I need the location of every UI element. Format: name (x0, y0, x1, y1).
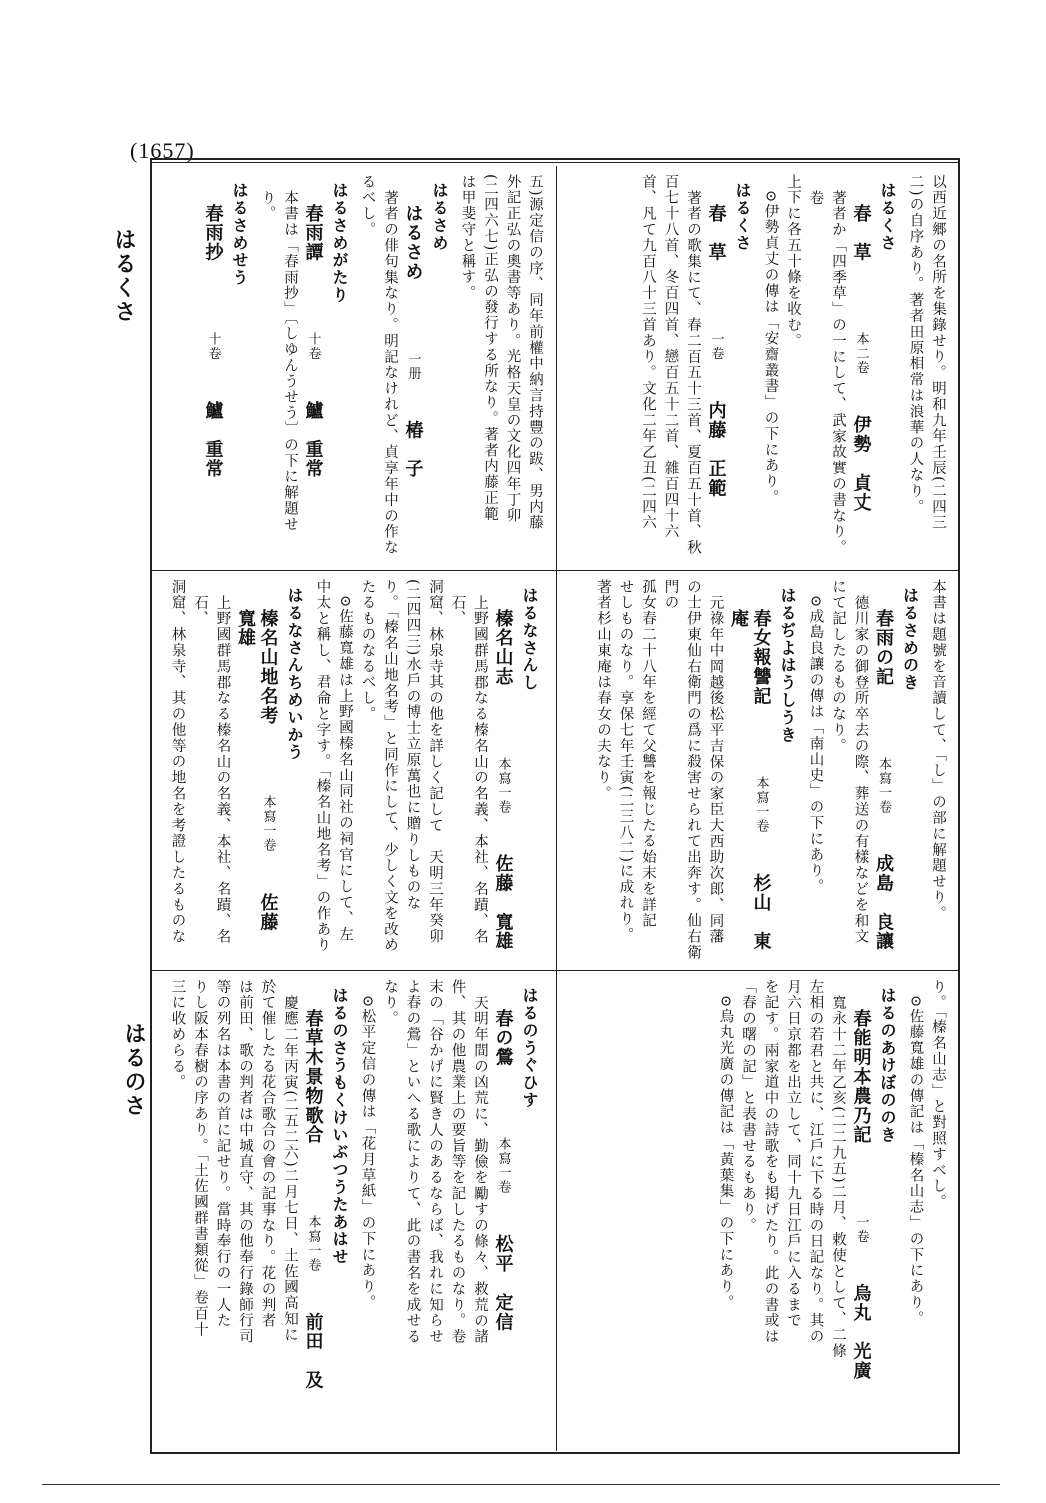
entry-title-line (849, 979, 872, 1443)
entry-volumes: 一卷 (853, 1214, 869, 1244)
entry-text-line: 著者か「四季草」の一にして、武家故實の書なり。卷 (807, 190, 846, 556)
entry-title-line (872, 579, 895, 963)
entry-text-line: り。「榛名山地名考」と同作にして、少しく文を改め (382, 579, 398, 954)
entry-author: 松平 定信 (492, 1234, 514, 1332)
entry-text-line: 洞窟、林泉寺、其の他等の地名を考證したるものな (169, 579, 186, 945)
band-top-left (152, 166, 556, 570)
frame-top-rule (152, 162, 958, 163)
entry-title: 春の鶯 (492, 1009, 514, 1068)
entry-author: 杉山 東庵 (728, 609, 772, 952)
footer-rule (42, 1484, 1000, 1485)
entry-title-line (849, 174, 872, 562)
entry-text-line: にて記したるものなり。 (830, 579, 846, 754)
entry-title-line (201, 174, 224, 562)
band-top (152, 166, 958, 570)
entry-title: 春雨の記 (873, 609, 894, 687)
entry-title: 春草木景物歌合 (302, 1009, 324, 1145)
entry-title: 春雨譚 (302, 204, 324, 263)
entry-text-line: せしものなり。享保七年壬寅(二三八二)に成れり。 (617, 579, 634, 943)
entry-reading: はるのさうもくけいぶつうたあはせ (330, 987, 349, 1266)
entry-text-line: 元祿年中岡越後松平吉保の家臣大西助次郎、同藩 (707, 595, 724, 945)
entry-author: 佐藤 寬雄 (492, 854, 514, 952)
entry-text-line: 「春の曙の記」と表書せるもあり。 (740, 979, 756, 1234)
band-top-text (627, 166, 960, 570)
entry-title-line (491, 979, 514, 1443)
entry-author: 内藤 正範 (705, 401, 727, 499)
entry-text-line: 著者杉山東庵は春女の夫なり。 (595, 579, 611, 802)
entry-author: 鱸 重常 (302, 401, 324, 479)
entry-title: 榛名山志 (492, 609, 514, 687)
entry-text-line: なり。 (382, 979, 398, 1027)
entry-reading: はるのあけぼののき (878, 987, 897, 1144)
entry-reading: はるくさ (878, 182, 897, 252)
entry-text-line: 件、其の他農業上の要旨等を記したるものなり。卷 (449, 979, 466, 1345)
entry-title: 春雨抄 (202, 204, 224, 263)
side-label-right: はるのさ (121, 1022, 146, 1118)
entry-text-line: 上野國群馬郡なる榛名山の名義、本社、名蹟、名石、 (192, 595, 231, 945)
entry-text-line: 德川家の御登所卒去の際、葬送の有樣などを和文 (852, 595, 869, 945)
entry-volumes: 本寫一卷 (260, 795, 276, 854)
entry-text-line: ⊙佐藤寬雄は上野國榛名山同社の祠官にして、左 (337, 595, 353, 943)
band-middle (152, 570, 958, 971)
entry-text-line: 孤女春二十八年を經て父讐を報じたる始末を詳記 (640, 579, 656, 929)
entry-text-line: 著者の俳句集なり。明記なけれど、貞享年中の作な (382, 190, 398, 556)
entry-text-line: 天明年間の凶荒に、勤儉を勵すの條々、救荒の諸 (472, 995, 488, 1345)
entry-text-line: ⊙成島良讓の傳は「南山史」の下にあり。 (807, 595, 824, 895)
band-middle-right (556, 571, 959, 971)
entry-reading: はるのうぐひす (520, 987, 539, 1109)
entry-author: 成島 良讓 (873, 854, 894, 952)
band-middle-left (152, 571, 556, 971)
band-bottom-text-left (156, 971, 556, 1451)
band-top-right (556, 166, 959, 570)
entry-author: 前田 及 (302, 1312, 324, 1391)
entry-title: 榛名山地名考 (257, 609, 279, 726)
entry-text-line: 二)の自序あり。著者田原相常は浪華の人なり。 (907, 174, 924, 515)
entry-text-line: ⊙伊勢貞丈の傳は「安齋叢書」の下にあり。 (762, 190, 779, 506)
entry-text-line: を記す。兩家道中の詩歌をも掲げたり。此の書或は (762, 979, 779, 1345)
entry-volumes: 一卷 (708, 332, 724, 362)
entry-volumes: 本寫一卷 (753, 776, 769, 834)
band-middle-text-left (156, 571, 556, 971)
entry-text-line: 三に收めらる。 (169, 979, 186, 1091)
entry-text-line: 著者の歌集にて、春二百五十三首、夏百五十首、秋 (685, 190, 701, 556)
entry-text-line: 百七十八首、冬百四首、戀百五十二首、雜百四十六 (662, 174, 679, 540)
entry-author: 椿 子 (402, 420, 424, 479)
entry-reading: はるくさ (733, 182, 752, 252)
entry-author: 鱸 重常 (202, 401, 224, 479)
entry-text-line: 本書は「春雨抄」〔しゆんうせう〕の下に解題せり。 (259, 190, 298, 533)
entry-text-line: りし阪本春樹の序あり。「土佐國群書類從」卷百十 (192, 979, 208, 1338)
entry-reading: はるさめのき (900, 587, 920, 692)
entry-text-line: 外記正弘の奧書等あり。光格天皇の文化四年丁卯 (504, 174, 521, 524)
entry-reading: はるさめせう (230, 182, 249, 287)
entry-text-line: 上野國群馬郡なる榛名山の名義、本社、名蹟、名石、 (449, 595, 488, 945)
side-label-left: はるくさ (111, 228, 136, 324)
entry-text-line: は甲斐守と稱す。 (459, 174, 476, 302)
band-middle-text (582, 571, 960, 971)
entry-text-line: 月六日京都を出立して、同十九日江戶に入るまで (785, 979, 801, 1329)
entry-volumes: 十卷 (305, 332, 321, 362)
entry-text-line: 左相の若君と共に、江戶に下る時の日記なり。其の (807, 979, 824, 1345)
band-bottom-left (152, 971, 556, 1451)
entry-volumes: 一册 (405, 351, 421, 381)
band-bottom-text (704, 971, 959, 1451)
entry-text-line: 等の列名は本書の首に記せり。當時奉行の一人た (214, 979, 231, 1329)
entry-text-line: 洞窟、林泉寺其の他を詳しく記して 天明三年癸卯 (427, 579, 443, 945)
entry-title-line (234, 579, 279, 963)
entry-text-line: 首、凡て九百八十三首あり。文化二年乙丑(二四六 (640, 174, 656, 531)
page-number: (1657) (130, 138, 195, 163)
entry-text-line: は前田、歌の判者は中城直守、其の他奉行錄師行司 (237, 979, 253, 1345)
entry-text-line: り。「榛名山志」と對照すべし。 (930, 979, 946, 1211)
entry-volumes: 本寫一卷 (876, 756, 891, 815)
band-top-text-right (191, 166, 556, 570)
entry-title: はるさめ (402, 204, 424, 282)
entry-title: 春 草 (705, 204, 727, 263)
entry-text-line: 寬永十二年乙亥(二二九五)二月、敕使として、二條 (830, 995, 846, 1359)
entry-reading: はるぢよはうしうき (778, 587, 797, 744)
entry-text-line: 本書は題號を音讀して、「し」の部に解題せり。 (930, 579, 946, 922)
entry-author: 佐藤 寬雄 (235, 609, 279, 952)
entry-text-line: よ春の鶯」といへる歌によりて、此の書名を成せる (404, 979, 421, 1345)
entry-text-line: ⊙烏丸光廣の傳記は「黃葉集」の下にあり。 (717, 995, 734, 1311)
entry-author: 烏丸 光廣 (850, 1283, 872, 1381)
page-frame (150, 158, 960, 1454)
entry-text-line: (二四四三)水戶の博士立原萬也に贈りしものな (404, 579, 421, 912)
entry-title: 春 草 (850, 204, 872, 263)
entry-volumes: 本寫一卷 (305, 1214, 321, 1273)
entry-title-line (401, 174, 424, 562)
entry-text-line: 末の「谷かげに賢き人のあるならば、我れに知らせ (427, 979, 443, 1345)
entry-title-line (301, 174, 324, 562)
entry-reading: はるさめ (430, 182, 449, 252)
entry-title-line (301, 979, 324, 1443)
entry-volumes: 十卷 (205, 332, 221, 362)
band-bottom-right (556, 971, 959, 1451)
entry-title-line (727, 579, 772, 963)
entry-text-line: 中太と稱し、君侖と字す。「榛名山地名考」の作あり (314, 579, 331, 954)
entry-reading: はるさめがたり (330, 182, 349, 304)
entry-volumes: 本寫一卷 (495, 756, 511, 815)
entry-volumes: 本二卷 (853, 332, 869, 376)
entry-text-line: ⊙松平定信の傳は「花月草紙」の下にあり。 (359, 995, 376, 1311)
entry-title-line (491, 579, 514, 963)
entry-title: 春女報讐記 (750, 609, 772, 706)
entry-text-line: の士伊東仙右衛門の爲に殺害せられて出奔す。仙右衛門の (662, 579, 701, 961)
entry-author: 伊勢 貞丈 (850, 415, 872, 513)
entry-reading: はるなさんし (520, 587, 539, 692)
entry-text-line: 上下に各五十條を收む。 (785, 174, 801, 349)
entry-text-line: 於て催したる花合歌合の會の記事なり。花の判者 (259, 979, 276, 1329)
entry-text-line: 慶應二年丙寅(二五二六)二月七日、土佐國高知に (282, 995, 298, 1344)
entry-title: 春能明本農乃記 (850, 1009, 872, 1145)
entry-text-line: るべし。 (359, 174, 376, 238)
entry-volumes: 本寫一卷 (495, 1137, 511, 1195)
entry-text-line: たるものなるべし。 (359, 579, 376, 723)
entry-text-line: 五)源定信の序、同年前權中納言持豐の跋、男内藤 (527, 174, 543, 531)
entry-reading: はるなさんちめいかう (285, 587, 304, 761)
entry-title-line (704, 174, 727, 562)
band-bottom (152, 970, 958, 1451)
entry-text-line: (二四六七)正弘の發行する所なり。著者内藤正範 (482, 174, 498, 523)
entry-text-line: ⊙佐藤寬雄の傳記は「榛名山志」の下にあり。 (907, 995, 924, 1327)
entry-text-line: 以西近郷の名所を集錄せり。明和九年壬辰(二四三 (930, 174, 946, 531)
